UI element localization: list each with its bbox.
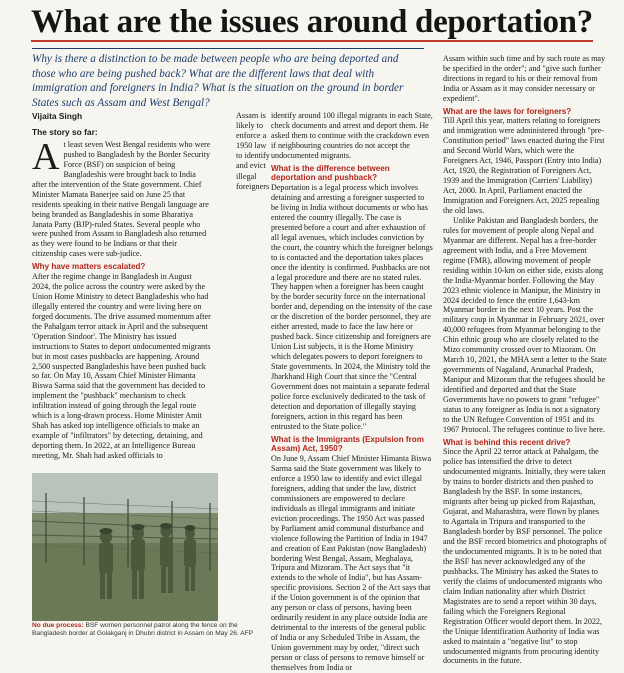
caption-label: No due process: xyxy=(32,622,84,629)
caption-text: BSF women personnel patrol along the fence on the Bangladesh border at Golakganj in Dhubri district in Assam on May 26. xyxy=(32,622,239,638)
paragraph-expulsion-act: On June 9, Assam Chief Minister Himanta Biswa Sarma said the State government was likely to enforce a 1950 law to identify and evict illegal foreigners, adding that under the law, district commissioners are empowered to declare individuals as illegal immigrants and initiate eviction proceedings. The 1950 Act was passed by Parliament amid communal disturbance and violence following the Partition of India in 1947 and creation of East Pakistan (now Bangladesh) bordering West Bengal, Assam, Meghalaya, Tripura and Mizoram. The Act says that "it extends to the whole of India", but has Assam-specific provisions. Section 2 of the Act says that if the Union government is of the opinion that any person or class of persons, having been ordinarily resident in any place outside India are detrimental to the interests of the general public of India or any Scheduled Tribe in Assam, the Union government may by order, "direct such person or class of persons to remove himself or themselves from India or xyxy=(271,453,432,672)
photo-illustration xyxy=(32,473,218,621)
intro-text: t least seven West Bengal residents who were pushed to Bangladesh by the Border Security Force (BSF) on suspicion of being Bangladeshis were brought back to India after the intervention of the State government. Chief Minister Mamata Banerjee said on June 25 that residents speaking in their native Bengali language are being branded as Bangladeshis in some Bharatiya Janata Party (BJP)-ruled States. Several people who were pushed from Assam to Bangladesh also returned as they were found to be Indians or that their citizenship cases were sub-judice. xyxy=(32,139,211,259)
subhead-laws: What are the laws for foreigners? xyxy=(443,106,572,116)
paragraph-recent-drive: Since the April 22 terror attack at Pahalgam, the police has intensified the drive to detect undocumented migrants. Initially, they were taken by trains to border districts and then pushed to Bangladesh by the BSF. In some instances, migrants after being up picked from Rajasthan, Gujarat, and Maharashtra, were flown by planes to Agartala in Tripura and transported to the Bangladesh border by BSF personnel. The police and the BSF record biometrics and photographs of the undocumented migrants. It is to be noted that the BSF has never acknowledged any of the pushbacks. The Ministry has asked the States to verify the claims of undocumented migrants who claim Indian nationality after which District Magistrates are to send a report within 30 days, failing which the Foreigners Regional Registration Officer would deport them. In 2022, the Unique Identification Authority of India was asked to maintain a "negative list" to stop undocumented migrants from procuring identity documents in the future. xyxy=(443,447,607,666)
paragraph-crackdown: identify around 100 illegal migrants in each State, check documents and arrest and deport them. He asked them to continue with the crackdown even if neighbouring countries do not accept the undocumented migrants. xyxy=(271,111,433,160)
intro-paragraph xyxy=(32,135,212,259)
paragraph-escalated: After the regime change in Bangladesh in August 2024, the police across the country were asked by the Union Home Ministry to detect Bangladeshis who had illegally entered the country and were living here on forged documents. The drive assumed momentum after the Pahalgam terror attack in April and the subsequent 'Operation Sindoor'. The Ministry has issued instructions to States to deport undocumented migrants but in most cases pushbacks are happening. Around 2,500 suspected Bangladeshis have been pushed back so far. On May 10, Assam Chief Minister Himanta Biswa Sarma said that the government has decided to implement the "pushback" mechanism to check infiltration instead of going through the legal route which is a long-drawn process. Home Minister Amit Shah has asked top intelligence officials to make an example of "infiltrators" by detecting, detaining, and deporting them. In 2022, at an Intelligence Bureau meeting, Mr. Shah had asked officials to xyxy=(32,271,211,461)
subhead-deportation-pushback: What is the difference between deportation and pushback? xyxy=(271,163,390,183)
dropcap: A xyxy=(32,135,60,178)
pull-text: Assam is likely to enforce a 1950 law to identify and evict illegal foreigners xyxy=(236,111,270,191)
column-4 xyxy=(443,54,607,666)
story-label: The story so far: xyxy=(32,126,98,137)
paragraph-order: Assam within such time and by such route as may be specified in the order"; and "give such further directions in regard to his or their removal from India or Assam as it may consider necessary or expedient". xyxy=(443,54,606,103)
subhead-expulsion-act: What is the Immigrants (Expulsion from Assam) Act, 1950? xyxy=(271,434,424,454)
headline-text: What are the issues around deportation? xyxy=(31,4,593,40)
subhead-escalated: Why have matters escalated? xyxy=(32,262,146,272)
paragraph-borders: Unlike Pakistan and Bangladesh borders, the rules for movement of people along Nepal and Myanmar are different. Nepal has a free-border agreement with India, and a Free Movement regime (FMR), allowing movement of people residing within 10-km on either side, exists along the India-Myanmar border. Following the May 2023 ethnic violence in Manipur, the Ministry in 2024 decided to fence the entire 1,643-km Myanmar border in the next 10 years. Post the military coup in Myanmar in February 2021, over 40,000 refugees from Myanmar belonging to the Chin ethnic group who are closely related to the Mizo community crossed over to Mizoram. On March 10, 2021, the MHA sent a letter to the State governments of Nagaland, Arunachal Pradesh, Manipur and Mizoram that the refugees should be identified and deported and that the State Governments have no powers to grant "refugee" status to any foreigner as India is not a signatory to the UN Refugee Convention of 1951 and its 1967 Protocol. The refugees continue to live here. xyxy=(443,215,607,434)
column-2 xyxy=(236,111,271,192)
caption-credit: AFP xyxy=(240,630,254,638)
byline: Vijaita Singh xyxy=(32,111,83,121)
headline xyxy=(0,2,624,42)
column-3 xyxy=(271,111,433,673)
paragraph-laws: Till April this year, matters relating to foreigners and immigration were administered through "pre-Constitution period" laws enacted during the First and Second World Wars, which were the Foreigners Act, 1946, Passport (Entry into India) Act, 1920, the Registration of Foreigners Act, 1939 and the Immigration (Carriers' Liability) Act, 2000. In April, Parliament enacted the Immigration and Foreigners Act, 2025 repealing the old laws. xyxy=(443,116,605,215)
subhead-recent-drive: What is behind this recent drive? xyxy=(443,437,571,447)
column-1 xyxy=(32,112,212,461)
deck: Why is there a distinction to be made between people who are being deported and those who are being pushed back? What are the different laws that deal with immigration and foreigners in India? What is the situation on the ground in border States such as Assam and West Bengal? xyxy=(32,48,424,110)
photo-caption xyxy=(32,622,272,639)
border-patrol-photo xyxy=(32,473,218,621)
paragraph-deportation-pushback: Deportation is a legal process which involves detaining and arresting a foreigner suspected to be living in India without documents or who has entered the country illegally. The case is presented before a court and after exhaustion of all legal avenues, which includes conviction by the court, the country which the foreigner belongs to is contacted and the deportation takes places once the identity is confirmed. Pushbacks are not a legal procedure and there are no stated rules. They happen when a foreigner has been caught by the border security force on the international border and, depending on the intensity of the case or the discretion of the border personnel, they are either arrested, made to face the law here or pushed back. Since citizenship and foreigners are Union List subjects, it is the Home Ministry which delegates powers to deport foreigners to State governments. In 2024, the Ministry told the Jharkhand High Court that since the "Central Government does not maintain a separate federal police force exclusively dedicated to the task of detection and deportation of illegally staying foreigners, action in this regard has been entrusted to the State police." xyxy=(271,182,433,431)
